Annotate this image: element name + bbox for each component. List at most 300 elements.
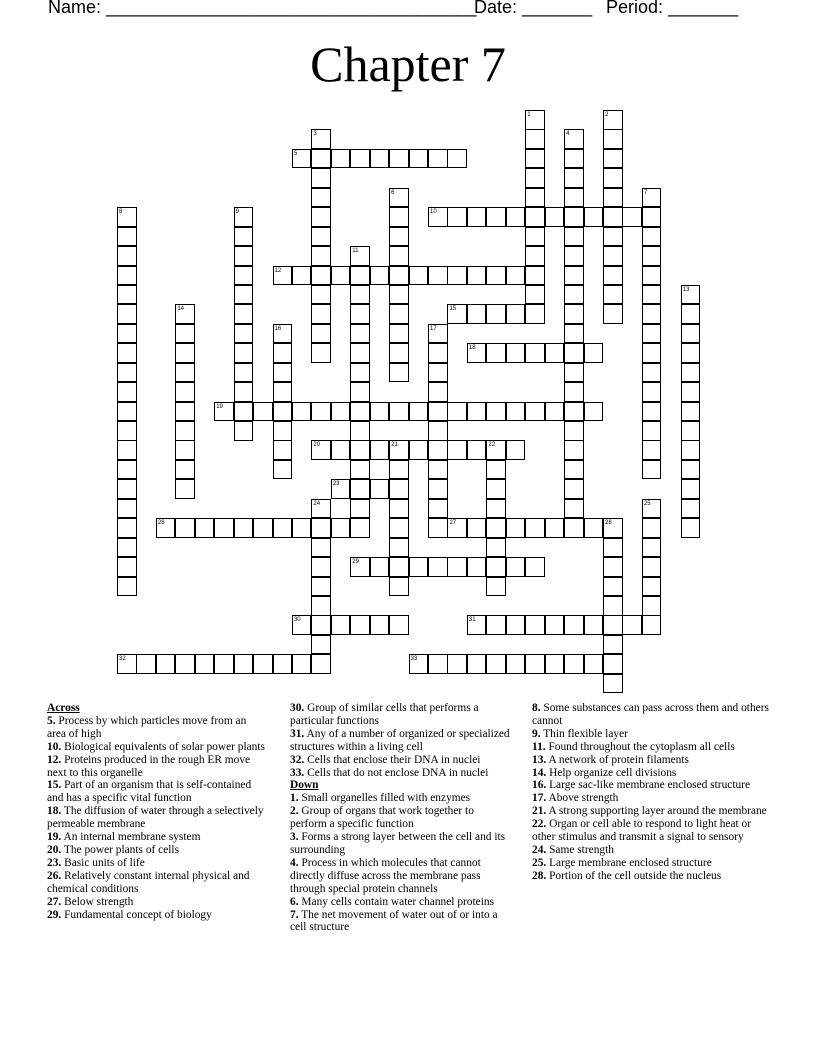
crossword-cell[interactable]	[681, 421, 701, 441]
crossword-cell[interactable]	[622, 615, 642, 635]
crossword-cell[interactable]	[428, 324, 448, 344]
crossword-cell[interactable]	[175, 304, 195, 324]
crossword-cell[interactable]	[311, 324, 331, 344]
crossword-cell[interactable]	[117, 207, 137, 227]
crossword-cell[interactable]	[175, 402, 195, 422]
crossword-cell[interactable]	[234, 654, 254, 674]
crossword-cell[interactable]	[117, 460, 137, 480]
crossword-cell[interactable]	[642, 499, 662, 519]
crossword-cell[interactable]	[350, 460, 370, 480]
crossword-cell[interactable]	[409, 402, 429, 422]
crossword-cell[interactable]	[389, 615, 409, 635]
crossword-cell[interactable]	[447, 402, 467, 422]
crossword-cell[interactable]	[545, 343, 565, 363]
crossword-cell[interactable]	[564, 402, 584, 422]
crossword-cell[interactable]	[273, 440, 293, 460]
crossword-cell[interactable]	[428, 382, 448, 402]
crossword-cell[interactable]	[564, 460, 584, 480]
crossword-cell[interactable]	[428, 518, 448, 538]
crossword-cell[interactable]	[117, 246, 137, 266]
crossword-cell[interactable]	[311, 518, 331, 538]
crossword-cell[interactable]	[603, 577, 623, 597]
crossword-cell[interactable]	[525, 304, 545, 324]
crossword-cell[interactable]	[603, 518, 623, 538]
crossword-cell[interactable]	[175, 363, 195, 383]
crossword-cell[interactable]	[273, 324, 293, 344]
crossword-cell[interactable]	[681, 285, 701, 305]
crossword-cell[interactable]	[156, 654, 176, 674]
crossword-cell[interactable]	[409, 654, 429, 674]
crossword-cell[interactable]	[564, 440, 584, 460]
crossword-cell[interactable]	[564, 421, 584, 441]
crossword-cell[interactable]	[486, 615, 506, 635]
crossword-cell[interactable]	[389, 402, 409, 422]
crossword-cell[interactable]	[370, 440, 390, 460]
crossword-cell[interactable]	[603, 304, 623, 324]
crossword-cell[interactable]	[486, 518, 506, 538]
crossword-cell[interactable]	[506, 518, 526, 538]
crossword-cell[interactable]	[175, 382, 195, 402]
crossword-cell[interactable]	[681, 518, 701, 538]
crossword-cell[interactable]	[234, 363, 254, 383]
crossword-cell[interactable]	[525, 188, 545, 208]
crossword-cell[interactable]	[273, 402, 293, 422]
crossword-cell[interactable]	[564, 615, 584, 635]
crossword-cell[interactable]	[564, 246, 584, 266]
crossword-cell[interactable]	[214, 402, 234, 422]
crossword-cell[interactable]	[273, 460, 293, 480]
crossword-cell[interactable]	[331, 266, 351, 286]
crossword-cell[interactable]	[350, 479, 370, 499]
crossword-cell[interactable]	[117, 363, 137, 383]
crossword-cell[interactable]	[525, 518, 545, 538]
crossword-cell[interactable]	[331, 615, 351, 635]
crossword-cell[interactable]	[214, 518, 234, 538]
crossword-cell[interactable]	[350, 615, 370, 635]
crossword-cell[interactable]	[389, 246, 409, 266]
crossword-cell[interactable]	[603, 266, 623, 286]
crossword-cell[interactable]	[681, 382, 701, 402]
crossword-cell[interactable]	[234, 421, 254, 441]
crossword-cell[interactable]	[253, 402, 273, 422]
crossword-cell[interactable]	[584, 402, 604, 422]
crossword-cell[interactable]	[389, 363, 409, 383]
crossword-cell[interactable]	[506, 402, 526, 422]
crossword-cell[interactable]	[603, 110, 623, 130]
crossword-cell[interactable]	[409, 149, 429, 169]
crossword-cell[interactable]	[603, 654, 623, 674]
crossword-cell[interactable]	[195, 518, 215, 538]
crossword-cell[interactable]	[447, 557, 467, 577]
crossword-cell[interactable]	[389, 188, 409, 208]
crossword-cell[interactable]	[506, 557, 526, 577]
crossword-cell[interactable]	[506, 207, 526, 227]
crossword-cell[interactable]	[642, 421, 662, 441]
crossword-cell[interactable]	[447, 654, 467, 674]
crossword-cell[interactable]	[622, 207, 642, 227]
crossword-cell[interactable]	[311, 149, 331, 169]
crossword-cell[interactable]	[117, 285, 137, 305]
crossword-cell[interactable]	[350, 421, 370, 441]
crossword-cell[interactable]	[603, 188, 623, 208]
crossword-cell[interactable]	[428, 440, 448, 460]
crossword-cell[interactable]	[389, 479, 409, 499]
crossword-cell[interactable]	[564, 499, 584, 519]
crossword-cell[interactable]	[234, 227, 254, 247]
crossword-cell[interactable]	[603, 635, 623, 655]
crossword-cell[interactable]	[525, 110, 545, 130]
crossword-cell[interactable]	[486, 440, 506, 460]
crossword-cell[interactable]	[642, 246, 662, 266]
crossword-cell[interactable]	[117, 421, 137, 441]
crossword-cell[interactable]	[350, 149, 370, 169]
crossword-cell[interactable]	[681, 363, 701, 383]
crossword-cell[interactable]	[311, 499, 331, 519]
crossword-cell[interactable]	[467, 557, 487, 577]
crossword-cell[interactable]	[389, 440, 409, 460]
crossword-cell[interactable]	[389, 207, 409, 227]
crossword-cell[interactable]	[642, 227, 662, 247]
crossword-cell[interactable]	[447, 440, 467, 460]
crossword-cell[interactable]	[117, 479, 137, 499]
crossword-cell[interactable]	[311, 207, 331, 227]
crossword-cell[interactable]	[409, 440, 429, 460]
crossword-cell[interactable]	[370, 615, 390, 635]
crossword-cell[interactable]	[311, 402, 331, 422]
crossword-cell[interactable]	[447, 149, 467, 169]
crossword-cell[interactable]	[175, 479, 195, 499]
crossword-cell[interactable]	[467, 518, 487, 538]
crossword-cell[interactable]	[175, 654, 195, 674]
crossword-cell[interactable]	[389, 266, 409, 286]
crossword-cell[interactable]	[389, 227, 409, 247]
crossword-cell[interactable]	[545, 402, 565, 422]
crossword-cell[interactable]	[564, 654, 584, 674]
crossword-cell[interactable]	[506, 440, 526, 460]
crossword-cell[interactable]	[234, 343, 254, 363]
crossword-cell[interactable]	[447, 518, 467, 538]
crossword-cell[interactable]	[428, 149, 448, 169]
crossword-cell[interactable]	[545, 518, 565, 538]
crossword-cell[interactable]	[584, 615, 604, 635]
crossword-cell[interactable]	[506, 654, 526, 674]
crossword-cell[interactable]	[545, 207, 565, 227]
crossword-cell[interactable]	[486, 499, 506, 519]
crossword-cell[interactable]	[467, 654, 487, 674]
crossword-cell[interactable]	[603, 674, 623, 694]
crossword-cell[interactable]	[428, 343, 448, 363]
crossword-cell[interactable]	[467, 343, 487, 363]
crossword-cell[interactable]	[506, 304, 526, 324]
crossword-cell[interactable]	[311, 304, 331, 324]
crossword-cell[interactable]	[428, 421, 448, 441]
crossword-cell[interactable]	[175, 324, 195, 344]
crossword-cell[interactable]	[642, 518, 662, 538]
crossword-cell[interactable]	[525, 149, 545, 169]
crossword-cell[interactable]	[331, 440, 351, 460]
crossword-cell[interactable]	[642, 577, 662, 597]
crossword-cell[interactable]	[486, 343, 506, 363]
crossword-cell[interactable]	[292, 402, 312, 422]
crossword-cell[interactable]	[311, 557, 331, 577]
crossword-cell[interactable]	[311, 266, 331, 286]
crossword-cell[interactable]	[447, 304, 467, 324]
crossword-cell[interactable]	[525, 129, 545, 149]
crossword-cell[interactable]	[545, 654, 565, 674]
crossword-cell[interactable]	[234, 324, 254, 344]
crossword-cell[interactable]	[642, 460, 662, 480]
crossword-cell[interactable]	[681, 499, 701, 519]
crossword-cell[interactable]	[234, 266, 254, 286]
crossword-cell[interactable]	[564, 266, 584, 286]
crossword-cell[interactable]	[603, 207, 623, 227]
crossword-cell[interactable]	[603, 285, 623, 305]
crossword-cell[interactable]	[506, 266, 526, 286]
crossword-cell[interactable]	[642, 285, 662, 305]
crossword-cell[interactable]	[117, 304, 137, 324]
crossword-cell[interactable]	[350, 285, 370, 305]
crossword-cell[interactable]	[350, 343, 370, 363]
crossword-cell[interactable]	[428, 266, 448, 286]
crossword-cell[interactable]	[642, 615, 662, 635]
crossword-cell[interactable]	[331, 518, 351, 538]
crossword-cell[interactable]	[525, 557, 545, 577]
crossword-cell[interactable]	[467, 266, 487, 286]
crossword-cell[interactable]	[486, 654, 506, 674]
crossword-cell[interactable]	[273, 518, 293, 538]
crossword-cell[interactable]	[447, 207, 467, 227]
crossword-cell[interactable]	[273, 266, 293, 286]
crossword-cell[interactable]	[117, 518, 137, 538]
crossword-cell[interactable]	[311, 615, 331, 635]
crossword-cell[interactable]	[273, 421, 293, 441]
crossword-cell[interactable]	[292, 615, 312, 635]
crossword-cell[interactable]	[681, 460, 701, 480]
crossword-cell[interactable]	[603, 557, 623, 577]
crossword-cell[interactable]	[428, 460, 448, 480]
crossword-cell[interactable]	[681, 324, 701, 344]
crossword-cell[interactable]	[486, 207, 506, 227]
crossword-cell[interactable]	[584, 518, 604, 538]
crossword-cell[interactable]	[311, 227, 331, 247]
crossword-cell[interactable]	[175, 343, 195, 363]
crossword-cell[interactable]	[447, 266, 467, 286]
crossword-cell[interactable]	[311, 285, 331, 305]
crossword-cell[interactable]	[681, 402, 701, 422]
crossword-cell[interactable]	[311, 635, 331, 655]
crossword-cell[interactable]	[642, 382, 662, 402]
crossword-cell[interactable]	[117, 343, 137, 363]
crossword-cell[interactable]	[273, 363, 293, 383]
crossword-cell[interactable]	[525, 654, 545, 674]
crossword-cell[interactable]	[486, 557, 506, 577]
crossword-cell[interactable]	[525, 402, 545, 422]
crossword-cell[interactable]	[525, 168, 545, 188]
crossword-cell[interactable]	[681, 304, 701, 324]
crossword-cell[interactable]	[311, 188, 331, 208]
crossword-cell[interactable]	[506, 615, 526, 635]
crossword-cell[interactable]	[117, 266, 137, 286]
crossword-cell[interactable]	[564, 188, 584, 208]
crossword-cell[interactable]	[642, 557, 662, 577]
crossword-cell[interactable]	[117, 538, 137, 558]
crossword-cell[interactable]	[584, 654, 604, 674]
crossword-cell[interactable]	[389, 285, 409, 305]
crossword-cell[interactable]	[370, 479, 390, 499]
crossword-cell[interactable]	[234, 402, 254, 422]
crossword-cell[interactable]	[117, 440, 137, 460]
crossword-cell[interactable]	[389, 324, 409, 344]
crossword-cell[interactable]	[311, 440, 331, 460]
crossword-cell[interactable]	[292, 518, 312, 538]
crossword-cell[interactable]	[681, 440, 701, 460]
crossword-cell[interactable]	[564, 129, 584, 149]
crossword-cell[interactable]	[389, 304, 409, 324]
crossword-cell[interactable]	[642, 343, 662, 363]
crossword-cell[interactable]	[350, 557, 370, 577]
crossword-cell[interactable]	[175, 440, 195, 460]
crossword-cell[interactable]	[350, 246, 370, 266]
crossword-cell[interactable]	[564, 168, 584, 188]
crossword-cell[interactable]	[370, 557, 390, 577]
crossword-cell[interactable]	[525, 227, 545, 247]
crossword-cell[interactable]	[350, 440, 370, 460]
crossword-cell[interactable]	[253, 654, 273, 674]
crossword-cell[interactable]	[584, 207, 604, 227]
crossword-cell[interactable]	[389, 149, 409, 169]
crossword-cell[interactable]	[564, 324, 584, 344]
crossword-cell[interactable]	[370, 402, 390, 422]
crossword-cell[interactable]	[428, 363, 448, 383]
crossword-cell[interactable]	[136, 654, 156, 674]
crossword-cell[interactable]	[409, 557, 429, 577]
crossword-cell[interactable]	[311, 168, 331, 188]
crossword-cell[interactable]	[525, 343, 545, 363]
crossword-cell[interactable]	[350, 363, 370, 383]
crossword-cell[interactable]	[350, 266, 370, 286]
crossword-cell[interactable]	[389, 499, 409, 519]
crossword-cell[interactable]	[525, 615, 545, 635]
crossword-cell[interactable]	[525, 207, 545, 227]
crossword-cell[interactable]	[273, 343, 293, 363]
crossword-cell[interactable]	[370, 149, 390, 169]
crossword-cell[interactable]	[603, 168, 623, 188]
crossword-cell[interactable]	[311, 596, 331, 616]
crossword-cell[interactable]	[525, 285, 545, 305]
crossword-cell[interactable]	[117, 654, 137, 674]
crossword-cell[interactable]	[389, 557, 409, 577]
crossword-cell[interactable]	[292, 149, 312, 169]
crossword-cell[interactable]	[117, 382, 137, 402]
crossword-cell[interactable]	[214, 654, 234, 674]
crossword-cell[interactable]	[603, 538, 623, 558]
crossword-cell[interactable]	[350, 304, 370, 324]
crossword-cell[interactable]	[564, 149, 584, 169]
crossword-cell[interactable]	[234, 304, 254, 324]
crossword-cell[interactable]	[350, 518, 370, 538]
crossword-cell[interactable]	[642, 188, 662, 208]
crossword-cell[interactable]	[331, 402, 351, 422]
crossword-cell[interactable]	[603, 129, 623, 149]
crossword-cell[interactable]	[681, 479, 701, 499]
crossword-cell[interactable]	[486, 402, 506, 422]
crossword-cell[interactable]	[564, 304, 584, 324]
crossword-cell[interactable]	[175, 460, 195, 480]
crossword-cell[interactable]	[350, 324, 370, 344]
crossword-cell[interactable]	[642, 402, 662, 422]
crossword-cell[interactable]	[428, 499, 448, 519]
crossword-cell[interactable]	[564, 285, 584, 305]
crossword-cell[interactable]	[428, 402, 448, 422]
crossword-cell[interactable]	[564, 207, 584, 227]
crossword-cell[interactable]	[117, 499, 137, 519]
crossword-cell[interactable]	[409, 266, 429, 286]
crossword-cell[interactable]	[117, 324, 137, 344]
crossword-cell[interactable]	[642, 304, 662, 324]
crossword-cell[interactable]	[292, 266, 312, 286]
crossword-cell[interactable]	[603, 149, 623, 169]
crossword-cell[interactable]	[331, 479, 351, 499]
crossword-cell[interactable]	[389, 538, 409, 558]
crossword-cell[interactable]	[428, 479, 448, 499]
crossword-cell[interactable]	[273, 382, 293, 402]
crossword-cell[interactable]	[234, 285, 254, 305]
crossword-cell[interactable]	[603, 246, 623, 266]
crossword-cell[interactable]	[564, 479, 584, 499]
crossword-cell[interactable]	[681, 343, 701, 363]
crossword-cell[interactable]	[311, 538, 331, 558]
crossword-cell[interactable]	[370, 266, 390, 286]
crossword-cell[interactable]	[467, 304, 487, 324]
crossword-cell[interactable]	[564, 382, 584, 402]
crossword-cell[interactable]	[564, 363, 584, 383]
crossword-cell[interactable]	[603, 596, 623, 616]
crossword-cell[interactable]	[642, 596, 662, 616]
crossword-cell[interactable]	[117, 402, 137, 422]
crossword-cell[interactable]	[234, 207, 254, 227]
crossword-cell[interactable]	[642, 538, 662, 558]
crossword-cell[interactable]	[234, 382, 254, 402]
crossword-cell[interactable]	[428, 557, 448, 577]
crossword-cell[interactable]	[603, 227, 623, 247]
crossword-cell[interactable]	[389, 343, 409, 363]
crossword-cell[interactable]	[311, 654, 331, 674]
crossword-cell[interactable]	[642, 266, 662, 286]
crossword-cell[interactable]	[486, 266, 506, 286]
crossword-cell[interactable]	[234, 246, 254, 266]
crossword-cell[interactable]	[234, 518, 254, 538]
crossword-cell[interactable]	[486, 304, 506, 324]
crossword-cell[interactable]	[311, 129, 331, 149]
crossword-cell[interactable]	[564, 227, 584, 247]
crossword-cell[interactable]	[564, 343, 584, 363]
crossword-cell[interactable]	[350, 499, 370, 519]
crossword-cell[interactable]	[175, 518, 195, 538]
crossword-cell[interactable]	[525, 246, 545, 266]
crossword-cell[interactable]	[486, 460, 506, 480]
crossword-cell[interactable]	[273, 654, 293, 674]
crossword-cell[interactable]	[506, 343, 526, 363]
crossword-cell[interactable]	[428, 654, 448, 674]
crossword-cell[interactable]	[564, 518, 584, 538]
crossword-cell[interactable]	[584, 343, 604, 363]
crossword-cell[interactable]	[642, 440, 662, 460]
crossword-cell[interactable]	[467, 402, 487, 422]
crossword-cell[interactable]	[389, 460, 409, 480]
crossword-cell[interactable]	[292, 654, 312, 674]
crossword-cell[interactable]	[486, 538, 506, 558]
crossword-cell[interactable]	[428, 207, 448, 227]
